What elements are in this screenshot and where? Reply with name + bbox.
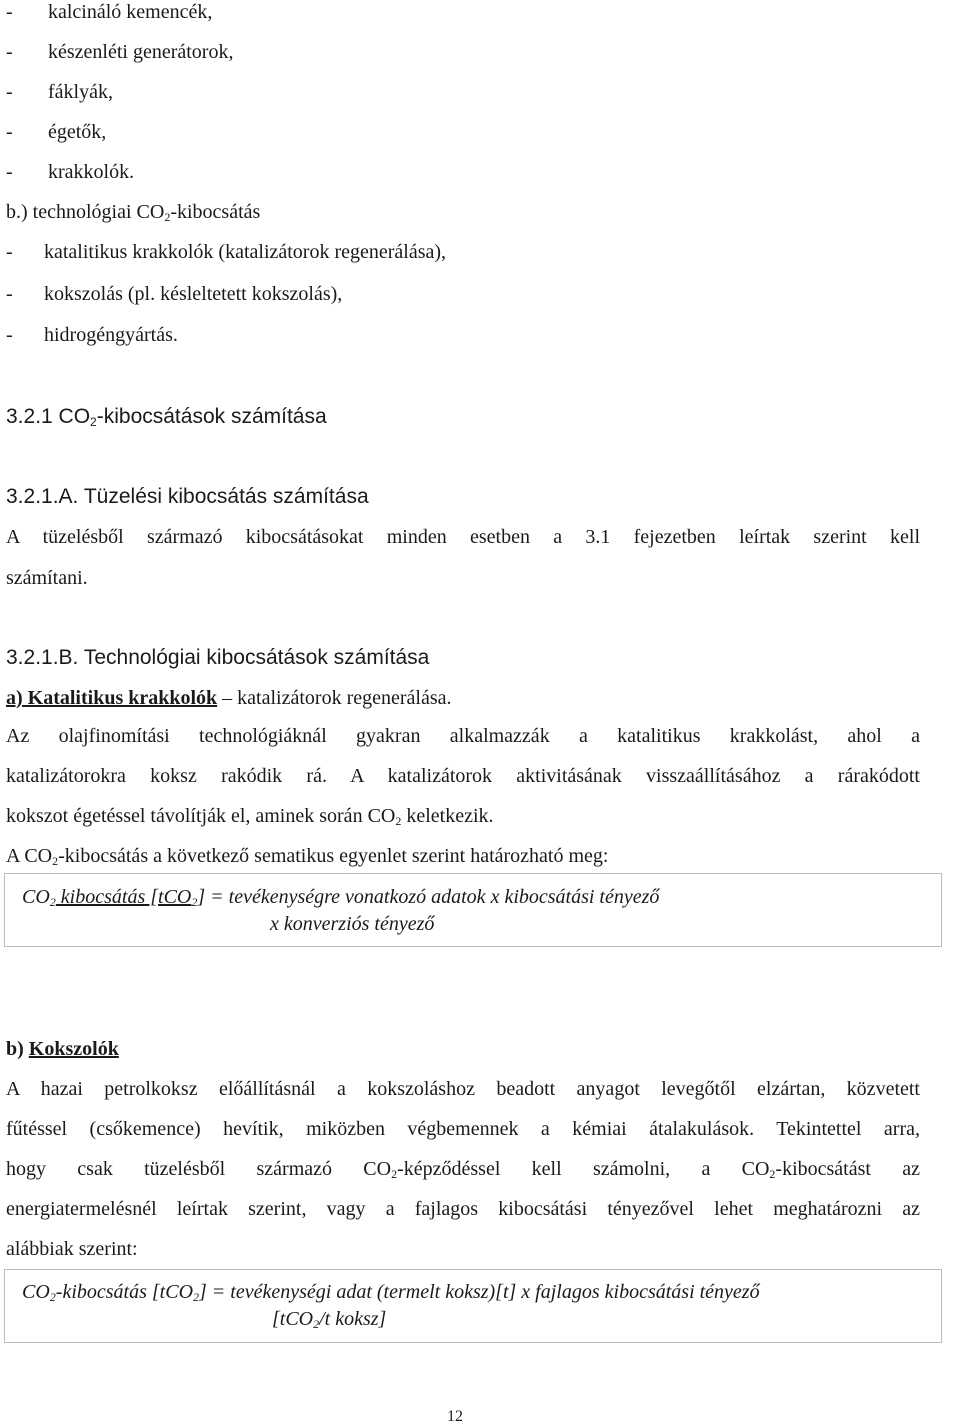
list-item [6,120,106,144]
list-item [6,282,342,306]
list-item [6,240,446,264]
list-item-text: égetők, [48,121,107,143]
page-number: 12 [447,1408,463,1425]
dash-marker: - [6,1,13,23]
list-item [6,80,113,104]
paragraph-line: kokszot égetéssel távolítják el, aminek során $CO_2$ keletkezik. [6,805,494,828]
dash-marker: - [6,161,13,183]
paragraph-line: Az olajfinomítási technológiáknál gyakran alkalmazzák a katalitikus krakkolást, ahol a [6,725,920,747]
item-heading: b) Kokszolók [6,1038,119,1060]
dash-marker: - [6,41,13,63]
paragraph-line: katalizátorokra koksz rakódik rá. A katalizátorok aktivitásának visszaállításához a rárakódott [6,765,920,787]
paragraph-line: A $CO_2$-kibocsátás a következő sematikus egyenlet szerint határozható meg: [6,845,609,868]
list-item [6,323,178,347]
list-item [6,40,233,64]
paragraph-line: A tüzelésből származó kibocsátásokat minden esetben a 3.1 fejezetben leírtak szerint kell [6,526,920,548]
paragraph-line: A hazai petrolkoksz előállításnál a kokszoláshoz beadott anyagot levegőtől elzártan, közvetett [6,1078,920,1100]
subsection-heading: 3.2.1.B. Technológiai kibocsátások számítása [6,646,430,669]
formula-line: [tCO$_2$/t koksz] [272,1308,387,1331]
subsection-heading: 3.2.1.A. Tüzelési kibocsátás számítása [6,485,369,508]
dash-marker: - [6,283,13,305]
list-item-text: fáklyák, [48,81,113,103]
item-label: Kokszolók [28,1038,119,1060]
formula-line: x konverziós tényező [270,913,435,935]
paragraph-line: energiatermelésnél leírtak szerint, vagy a fajlagos kibocsátási tényezővel lehet meghatározni az [6,1198,920,1220]
list-item-text: készenléti generátorok, [48,41,234,63]
list-item [6,160,134,184]
item-label: a) Katalitikus krakkolók [6,687,218,709]
list-item [6,0,212,24]
item-heading: a) Katalitikus krakkolók – katalizátorok regenerálása. [6,687,452,709]
list-item-text: krakkolók. [48,161,135,183]
paragraph-line: alábbiak szerint: [6,1238,138,1260]
list-item-text: kalcináló kemencék, [48,1,213,23]
subsection-label: b.) technológiai $CO_2$-kibocsátás [6,201,261,224]
paragraph-line: hogy csak tüzelésből származó $CO_2$-képződéssel kell számolni, a $CO_2$-kibocsátást az [6,1158,920,1181]
section-heading: 3.2.1 $CO_2$-kibocsátások számítása [6,405,327,429]
dash-marker: - [6,81,13,103]
list-item-text: hidrogéngyártás. [44,324,178,346]
paragraph-line: számítani. [6,567,88,589]
list-item-text: katalitikus krakkolók (katalizátorok regenerálása), [44,241,447,263]
formula-line: $CO_2$-kibocsátás [tCO$_2$] = tevékenységi adat (termelt koksz)[t] x fajlagos kibocsátási tényező [22,1281,760,1304]
formula-line: $CO_2$ kibocsátás [tCO$_2$] = tevékenységre vonatkozó adatok x kibocsátási tényező [22,886,660,909]
dash-marker: - [6,121,13,143]
list-item-text: kokszolás (pl. késleltetett kokszolás), [44,283,343,305]
dash-marker: - [6,324,13,346]
paragraph-line: fűtéssel (csőkemence) hevítik, miközben végbemennek a kémiai átalakulások. Tekintettel arra, [6,1118,920,1140]
dash-marker: - [6,241,13,263]
